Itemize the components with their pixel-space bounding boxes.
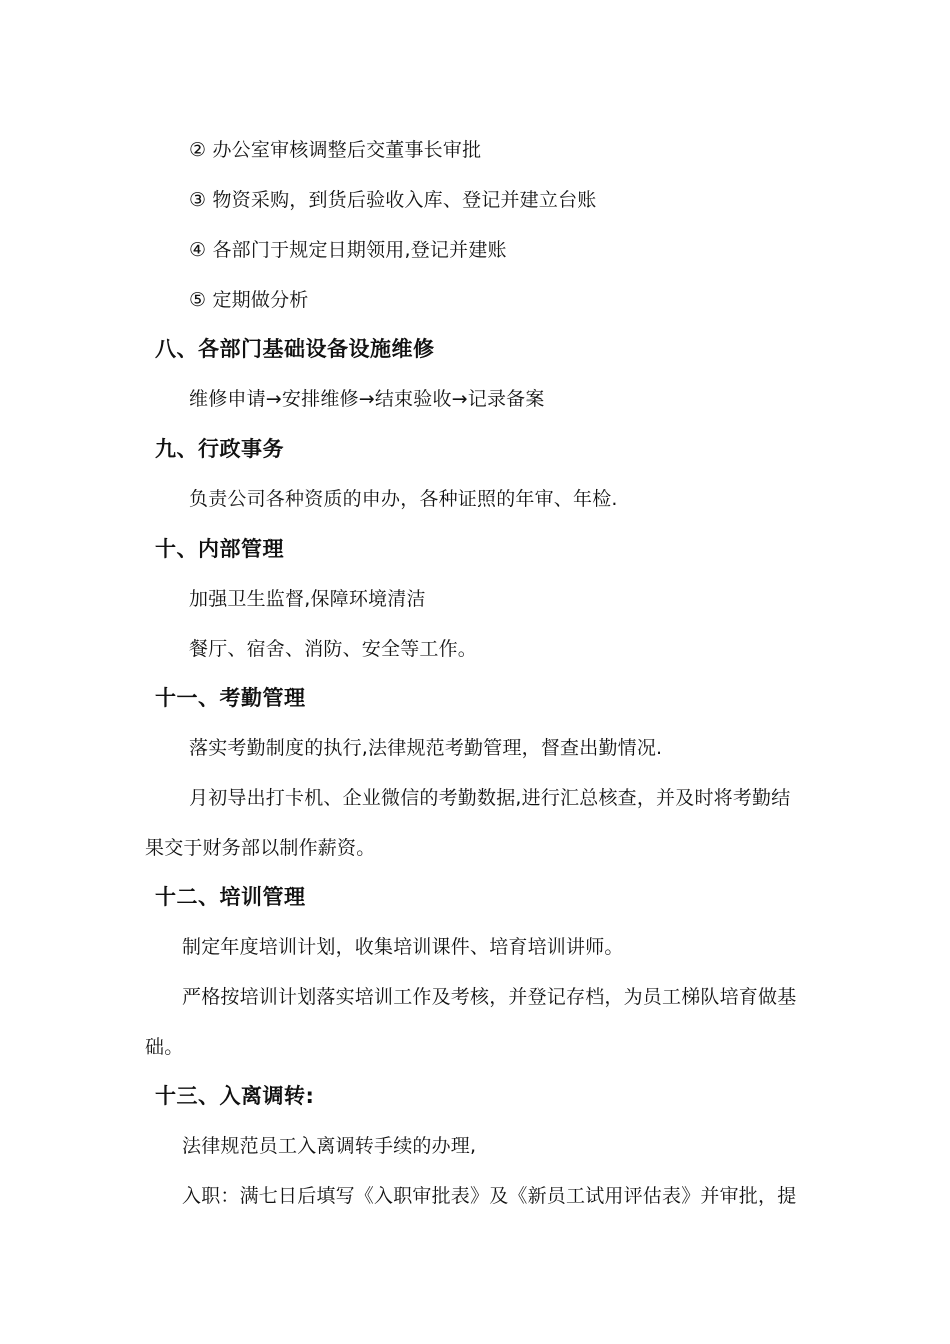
section-heading-13: 十三、入离调转:: [155, 1084, 315, 1108]
section-heading-10: 十、内部管理: [155, 537, 284, 561]
list-item-5: ⑤ 定期做分析: [189, 289, 309, 311]
section-heading-12: 十二、培训管理: [155, 885, 306, 909]
paragraph: 加强卫生监督,保障环境清洁: [189, 588, 426, 610]
paragraph: 餐厅、宿舍、消防、安全等工作。: [189, 638, 478, 660]
list-item-2: ② 办公室审核调整后交董事长审批: [189, 139, 482, 161]
paragraph: 础。: [145, 1036, 184, 1058]
paragraph: 果交于财务部以制作薪资。: [145, 837, 376, 859]
section-heading-11: 十一、考勤管理: [155, 686, 306, 710]
paragraph: 维修申请→安排维修→结束验收→记录备案: [189, 388, 545, 410]
paragraph: 负责公司各种资质的申办，各种证照的年审、年检.: [189, 488, 618, 510]
paragraph: 月初导出打卡机、企业微信的考勤数据,进行汇总核查，并及时将考勤结: [189, 787, 791, 809]
paragraph: 落实考勤制度的执行,法律规范考勤管理，督查出勤情况.: [189, 737, 663, 759]
list-item-4: ④ 各部门于规定日期领用,登记并建账: [189, 239, 507, 261]
paragraph: 法律规范员工入离调转手续的办理,: [182, 1135, 477, 1157]
list-item-3: ③ 物资采购，到货后验收入库、登记并建立台账: [189, 189, 597, 211]
paragraph: 制定年度培训计划，收集培训课件、培育培训讲师。: [182, 936, 624, 958]
section-heading-9: 九、行政事务: [155, 437, 284, 461]
paragraph: 严格按培训计划落实培训工作及考核，并登记存档，为员工梯队培育做基: [182, 986, 797, 1008]
section-heading-8: 八、各部门基础设备设施维修: [155, 337, 435, 361]
paragraph: 入职：满七日后填写《入职审批表》及《新员工试用评估表》并审批，提: [182, 1185, 797, 1207]
